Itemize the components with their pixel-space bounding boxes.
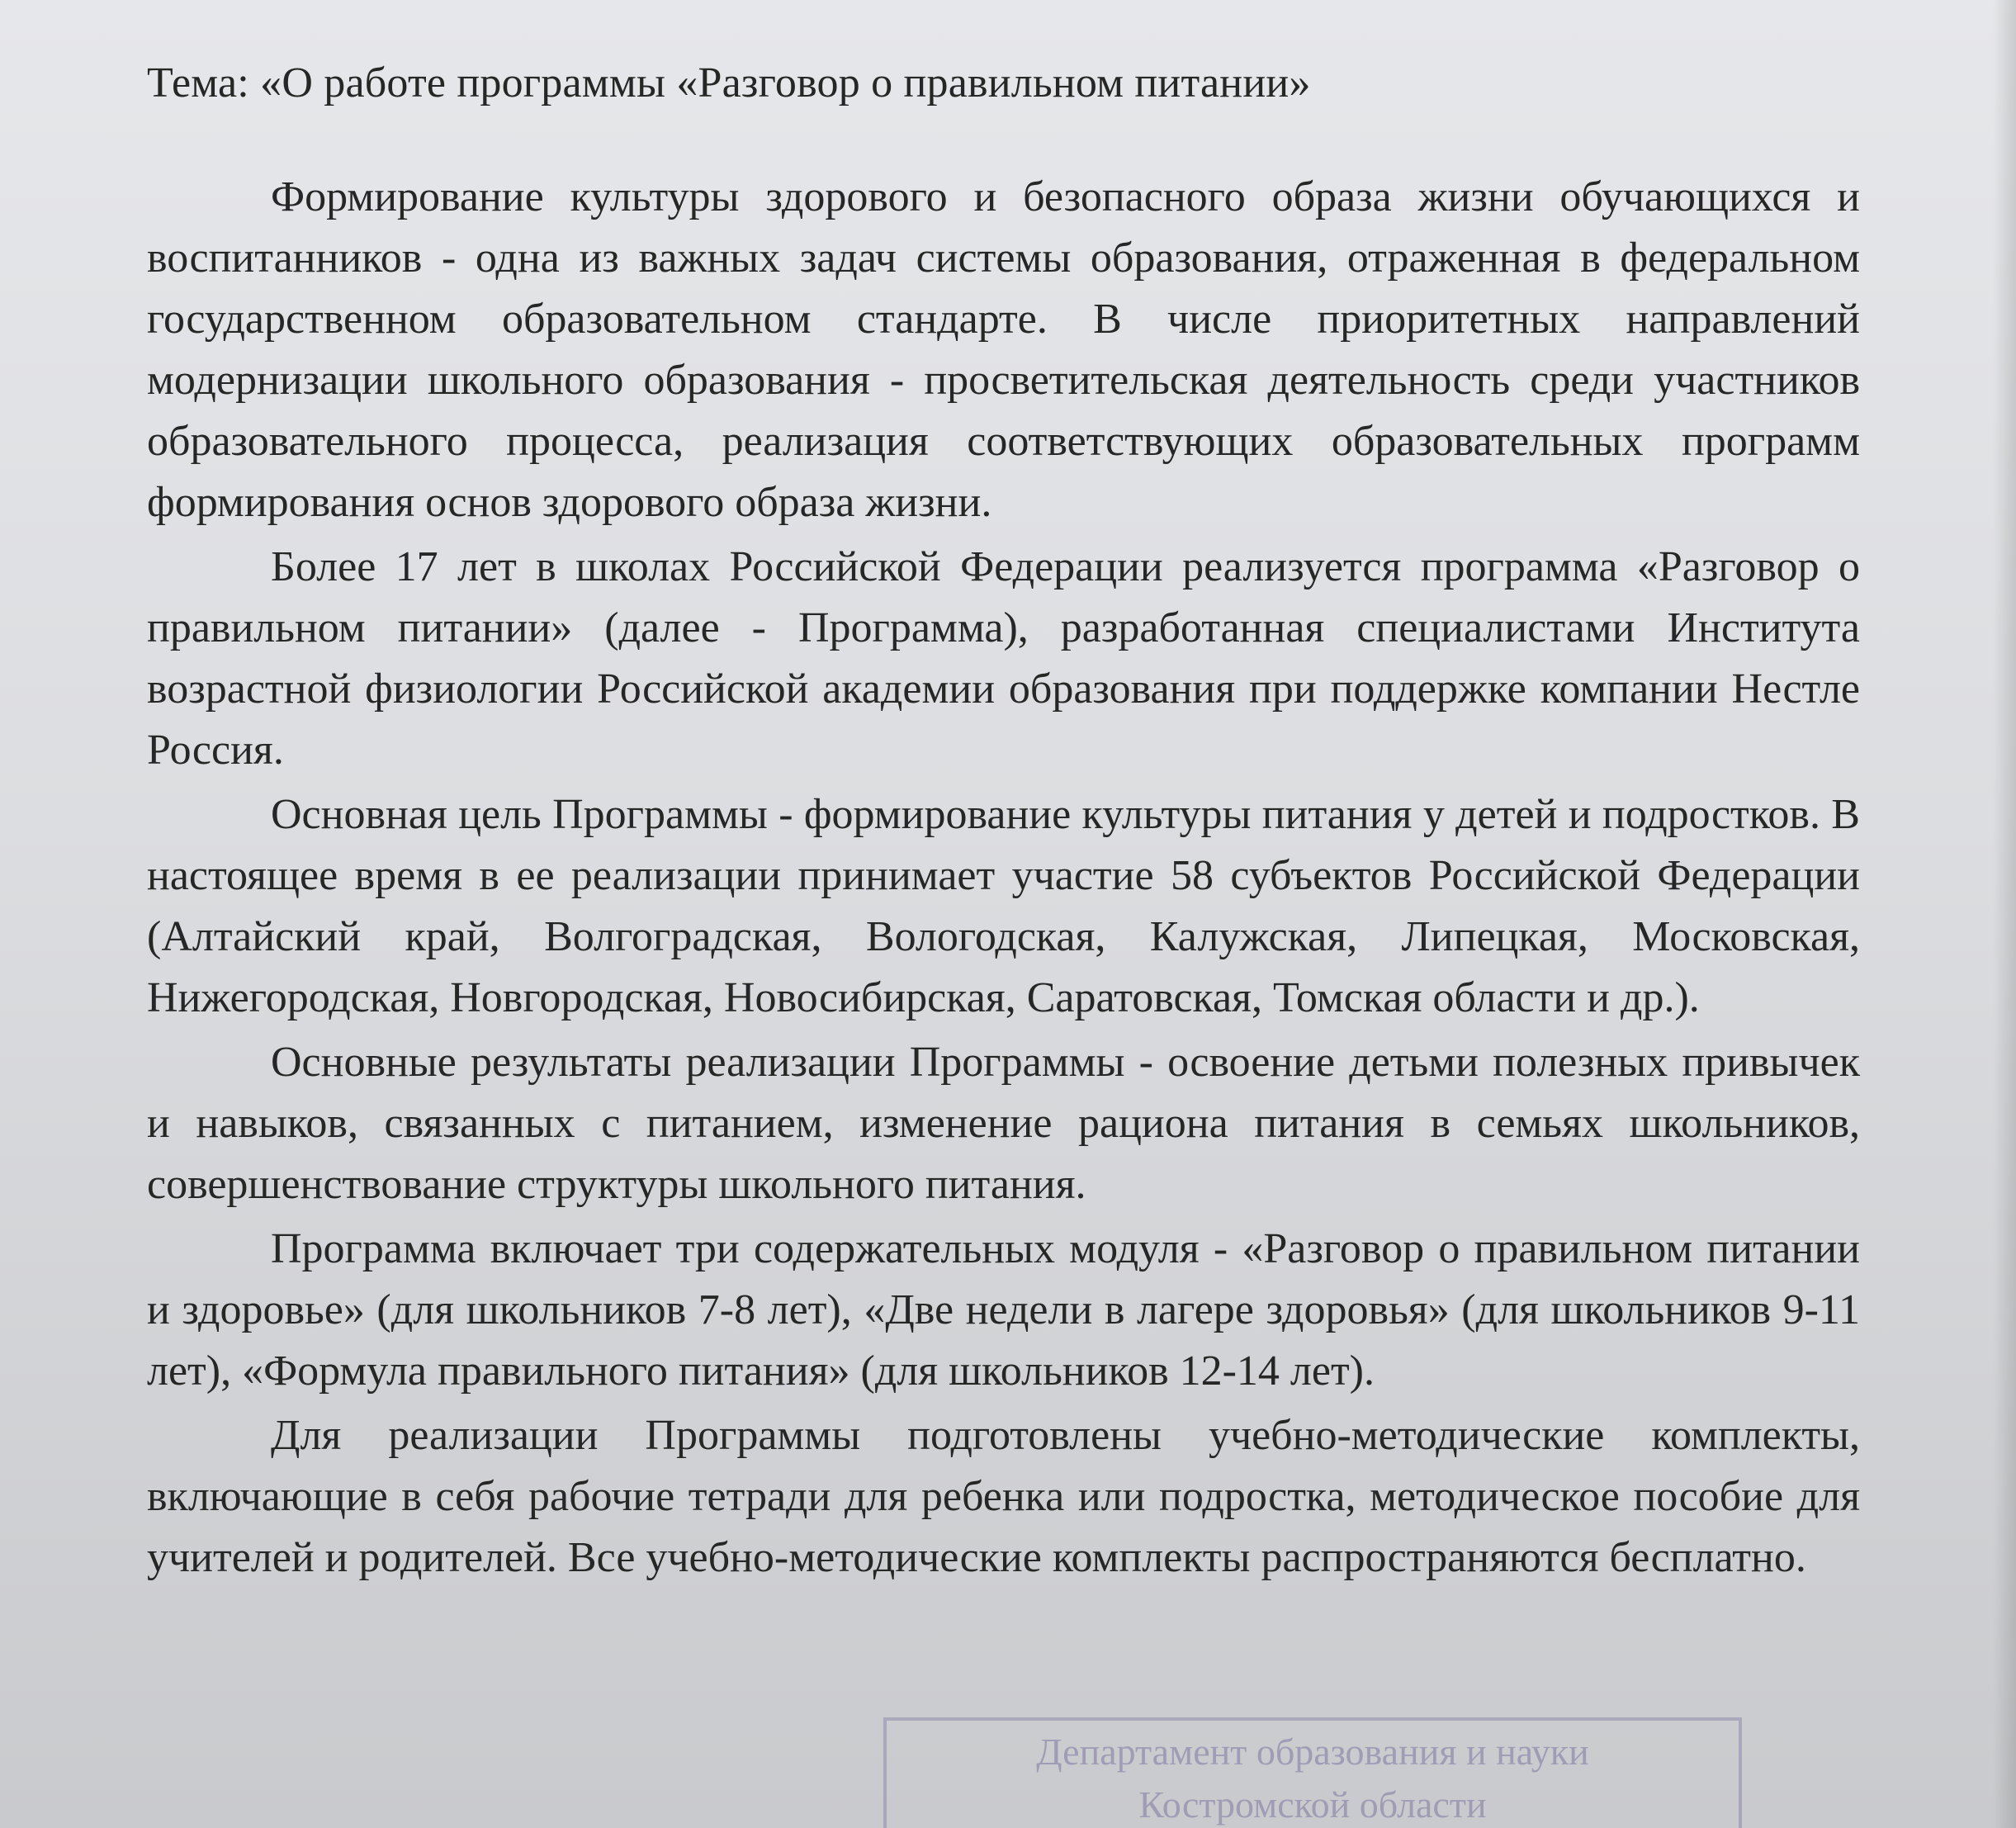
- paragraph: Программа включает три содержательных модуля - «Разговор о правильном питании и здоровье» (для школьников 7-8 лет), «Две недели в лагере здоровья» (для школьников 9-11 лет), «Формула правильного питания» (для школьников 12-14 лет).: [147, 1225, 1860, 1395]
- page-edge-shadow: [1993, 0, 2016, 1828]
- paragraph: Основная цель Программы - формирование культуры питания у детей и подростков. В настоящее время в ее реализации принимает участие 58 субъектов Российской Федерации (Алтайский край, Волгоградская, Вологодская, Калужская, Липецкая, Московская, Нижегородская, Новгородская, Новосибирская, Саратовская, Томская области и др.).: [147, 791, 1860, 1022]
- document-topic: Тема: «О работе программы «Разговор о правильном питании»: [147, 59, 1311, 107]
- registration-stamp: [883, 1717, 1742, 1828]
- paragraph: Для реализации Программы подготовлены учебно-методические комплекты, включающие в себя рабочие тетради для ребенка или подростка, методическое пособие для учителей и родителей. Все учебно-методические комплекты распространяются бесплатно.: [147, 1412, 1860, 1582]
- paragraph: Основные результаты реализации Программы - освоение детьми полезных привычек и навыков, связанных с питанием, изменение рациона питания в семьях школьников, совершенствование структуры школьного питания.: [147, 1039, 1860, 1209]
- stamp-line-2: Костромской области: [1138, 1783, 1487, 1826]
- paragraph: Формирование культуры здорового и безопасного образа жизни обучающихся и воспитанников - одна из важных задач системы образования, отраженная в федеральном государственном образовательном стандарте. В числе приоритетных направлений модернизации школьного образования - просветительская деятельность среди участников образовательного процесса, реализация соответствующих образовательных программ формирования основ здорового образа жизни.: [147, 173, 1860, 527]
- document-body: [147, 58, 1860, 1592]
- stamp-line-1: Департамент образования и науки: [1036, 1731, 1589, 1773]
- paragraph: Более 17 лет в школах Российской Федерации реализуется программа «Разговор о правильном питании» (далее - Программа), разработанная специалистами Института возрастной физиологии Российской академии образования при поддержке компании Нестле Россия.: [147, 543, 1860, 774]
